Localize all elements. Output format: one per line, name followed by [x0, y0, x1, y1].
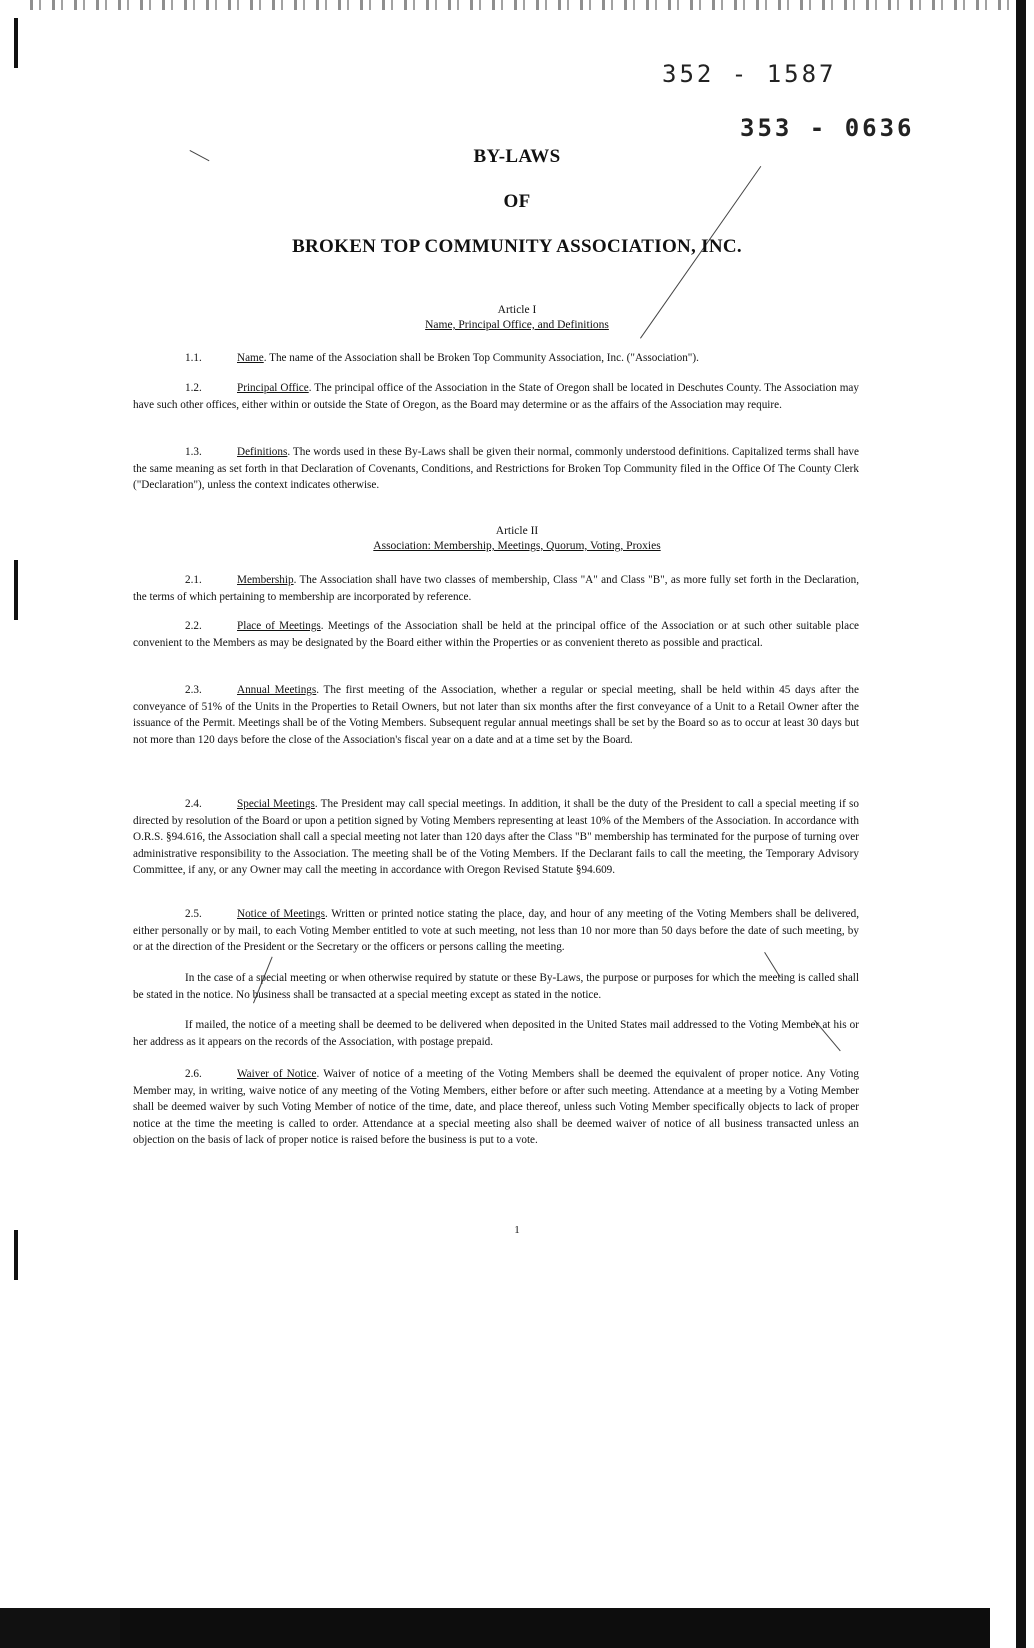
- section-number: 2.2.: [185, 620, 202, 632]
- section-text: In the case of a special meeting or when otherwise required by statute or these By-Laws, the purpose or purposes for which the meeting is called shall be stated in the notice. No business shall be transacted at a special meeting except as stated in the notice.: [133, 972, 859, 1001]
- section-heading: Name: [237, 352, 264, 364]
- section-text: . The name of the Association shall be Broken Top Community Association, Inc. ("Association").: [263, 352, 699, 364]
- section-text: . The first meeting of the Association, whether a regular or special meeting, shall be held within 45 days after the conveyance of 51% of the Units in the Properties to Retail Owners, but not later than six months after the first conveyance of a Unit to a Retail Owner after the issuance of the Permit. Meetings shall be of the Voting Members. Subsequent regular annual meetings shall be set by the Board so as to occur at least 30 days but not more than 120 days before the close of the Association's fiscal year on a date and at a time set by the Board.: [133, 684, 859, 746]
- scan-mark-left: [14, 18, 18, 68]
- section-heading: Waiver of Notice: [237, 1068, 317, 1080]
- section-number: 1.3.: [185, 446, 202, 458]
- section-2-1: [133, 572, 859, 605]
- recording-number-2: 353 - 0636: [740, 114, 915, 142]
- scan-noise-top: [30, 0, 1020, 10]
- section-text: . The principal office of the Association in the State of Oregon shall be located in Deschutes County. The Association may have such other offices, either within or outside the State of Oregon, as the Board may determine or as the affairs of the Association may require.: [133, 382, 859, 411]
- document-title-of: OF: [503, 191, 531, 212]
- section-text: . Written or printed notice stating the place, day, and hour of any meeting of the Voting Members shall be delivered, either personally or by mail, to each Voting Member entitled to vote at such meeting, not less than 10 nor more than 50 days before the date of such meeting, by or at the direction of the President or the Secretary or the officers or persons calling the meeting.: [133, 908, 859, 954]
- document-title: BY-LAWS: [473, 146, 561, 167]
- article-1-heading: [0, 303, 1034, 333]
- section-1-2: [133, 380, 859, 413]
- section-number: 1.2.: [185, 382, 202, 394]
- recording-number-1: 352 - 1587: [662, 60, 837, 88]
- section-text: If mailed, the notice of a meeting shall be deemed to be delivered when deposited in the United States mail addressed to the Voting Member at his or her address as it appears on the records of the Association, with postage prepaid.: [133, 1019, 859, 1048]
- section-2-2: [133, 618, 859, 651]
- section-number: 2.6.: [185, 1068, 202, 1080]
- scan-mark-left: [14, 560, 18, 620]
- section-number: 2.3.: [185, 684, 202, 696]
- article-2-subtitle: Association: Membership, Meetings, Quorum, Voting, Proxies: [373, 540, 661, 552]
- section-2-3: [133, 682, 859, 748]
- article-2-heading: [0, 524, 1034, 554]
- section-heading: Special Meetings: [237, 798, 315, 810]
- scan-edge-bottom: [120, 1608, 990, 1648]
- article-2-label: Article II: [495, 525, 539, 537]
- article-1-subtitle: Name, Principal Office, and Definitions: [425, 319, 609, 331]
- section-heading: Definitions: [237, 446, 288, 458]
- section-heading: Membership: [237, 574, 294, 586]
- section-number: 1.1.: [185, 352, 202, 364]
- section-number: 2.4.: [185, 798, 202, 810]
- scan-edge-bottom-left: [0, 1608, 120, 1648]
- section-number: 2.1.: [185, 574, 202, 586]
- section-heading: Annual Meetings: [237, 684, 317, 696]
- section-text: . The President may call special meetings. In addition, it shall be the duty of the President to call a special meeting if so directed by resolution of the Board or upon a petition signed by Voting Members representing at least 10% of the Members of the Association. In accordance with O.R.S. §94.616, the Association shall call a special meeting not later than 120 days after the Class "B" membership has terminated for the purpose of turning over administrative responsibility to the Association. The meeting shall be of the Voting Members. If the Declarant fails to call the meeting, the Temporary Advisory Committee, if any, or any Owner may call the meeting in accordance with Oregon Revised Statute §94.609.: [133, 798, 860, 877]
- section-2-6: [133, 1066, 859, 1149]
- section-2-4: [133, 796, 859, 879]
- document-title-organization: BROKEN TOP COMMUNITY ASSOCIATION, INC.: [292, 236, 742, 257]
- section-text: . Waiver of notice of a meeting of the Voting Members shall be deemed the equivalent of proper notice. Any Voting Member may, in writing, waive notice of any meeting of the Voting Members, either before or after such meeting. Attendance at a meeting by a Voting Member shall be deemed waiver by such Voting Member of notice of the time, date, and place thereof, unless such Voting Member specifically objects to lack of proper notice at the time the meeting is called to order. Attendance at a special meeting also shall be deemed waiver of notice of all business transacted unless an objection on the basis of lack of proper notice is raised before the business is put to a vote.: [133, 1068, 859, 1147]
- section-text: . Meetings of the Association shall be held at the principal office of the Association or at such other suitable place convenient to the Members as may be designated by the Board either within the Properties or as convenient thereto as possible and practical.: [133, 620, 859, 649]
- section-2-5: [133, 906, 859, 956]
- section-1-3: [133, 444, 859, 494]
- scan-mark-left: [14, 1230, 18, 1280]
- section-1-1: [133, 350, 859, 367]
- section-heading: Notice of Meetings: [237, 908, 326, 920]
- section-number: 2.5.: [185, 908, 202, 920]
- section-2-5-paragraph-3: [133, 1017, 859, 1050]
- article-1-label: Article I: [497, 304, 537, 316]
- section-heading: Place of Meetings: [237, 620, 321, 632]
- page-number: 1: [514, 1224, 520, 1236]
- section-heading: Principal Office: [237, 382, 309, 394]
- section-text: . The Association shall have two classes of membership, Class "A" and Class "B", as more fully set forth in the Declaration, the terms of which pertaining to membership are incorporated by reference.: [133, 574, 859, 603]
- section-2-5-paragraph-2: [133, 970, 859, 1003]
- section-text: . The words used in these By-Laws shall be given their normal, commonly understood definitions. Capitalized terms shall have the same meaning as set forth in that Declaration of Covenants, Conditions, and Restrictions for Broken Top Community filed in the Office Of The County Clerk ("Declaration"), unless the context indicates otherwise.: [133, 446, 859, 492]
